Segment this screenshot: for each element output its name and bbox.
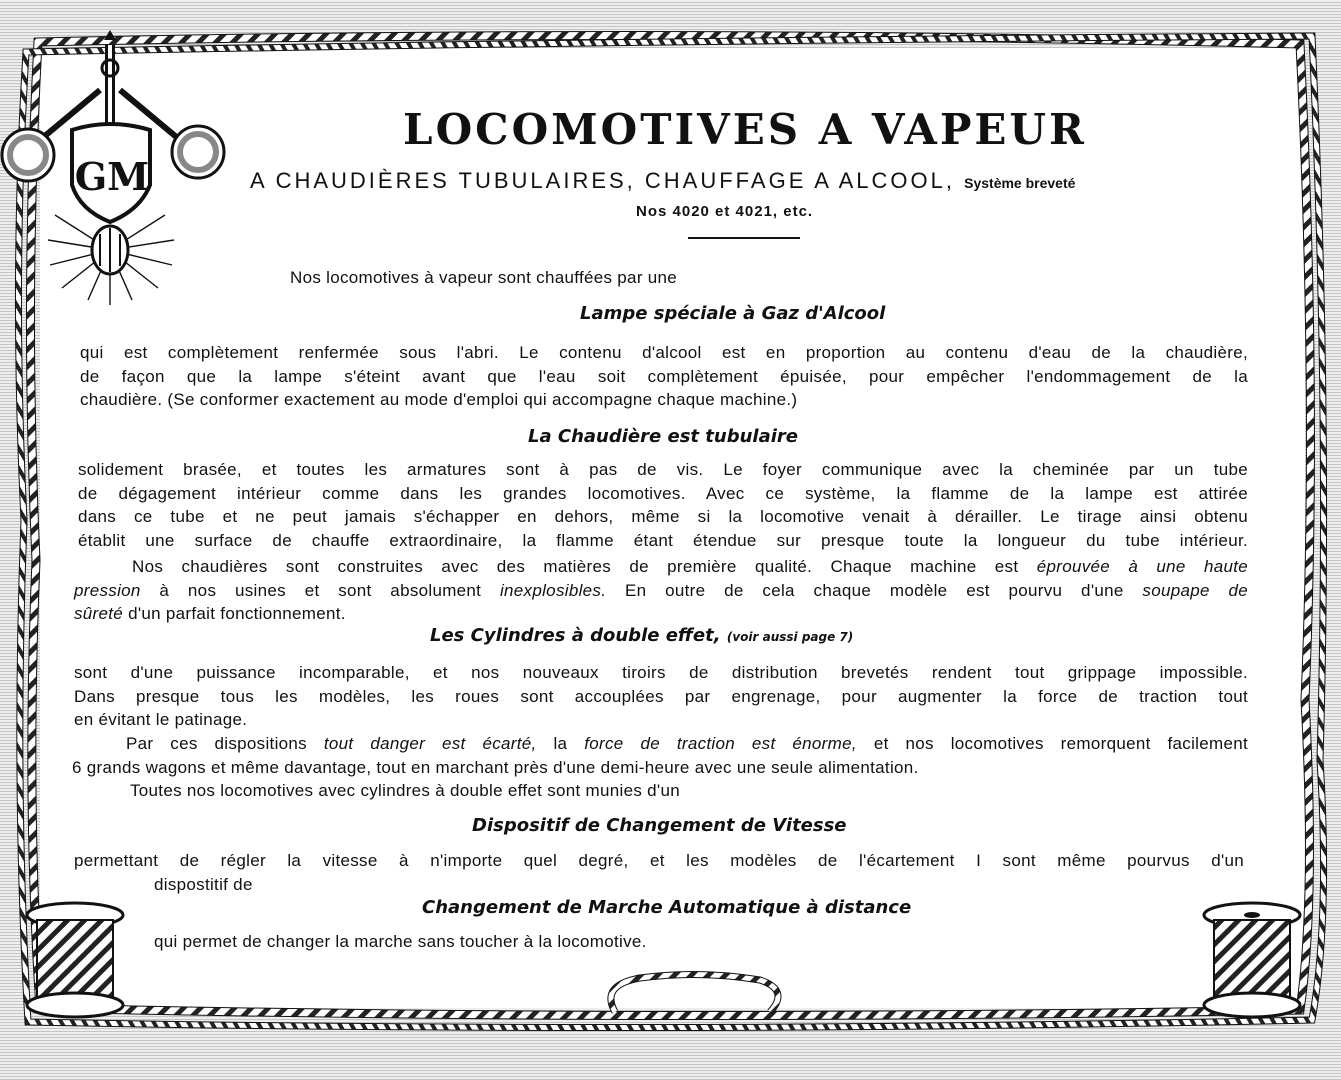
section2-p2-line-3 [74,602,1248,626]
section3-p2-line-1 [72,732,1248,756]
section2-paragraph [78,458,1248,552]
text-run: et nos locomotives remorquent facilement [873,734,1249,753]
subtitle [250,168,1075,194]
emphasis: inexplosibles. [499,580,607,600]
emphasis: tout danger est écarté, [323,734,537,753]
section4-paragraph [74,849,1244,896]
subtitle-note: Système breveté [964,175,1076,191]
emphasis: force de traction est énorme, [584,734,857,753]
section5-heading: Changement de Marche Automatique à distance [422,897,912,918]
intro-text: Nos locomotives à vapeur sont chauffées par une [290,268,678,287]
section4-line-2: dispostitif de [154,874,253,894]
text-run: la [553,734,568,753]
section1-paragraph [80,341,1248,412]
emphasis: pression [74,580,141,600]
section2-p2-line-2 [74,579,1248,603]
section2-line-4: établit une surface de chauffe extraordinaire, la flamme étant étendue sur presque toute la longueur du tube intérieur. [78,530,1248,550]
section4-line-1: permettant de régler la vitesse à n'importe quel degré, et les modèles de l'écartement I sont même pourvus d'un [74,851,1244,870]
section3-line-3: en évitant le patinage. [74,710,248,729]
text-run: Par ces dispositions [126,734,307,753]
section3-heading [430,625,853,646]
section2-heading: La Chaudière est tubulaire [528,426,798,447]
spool-right-icon [1204,903,1300,1017]
section2-line-2: de dégagement intérieur comme dans les grandes locomotives. Avec ce système, la flamme de la lampe est attirée [78,483,1248,503]
emphasis: sûreté [74,604,124,623]
text-run: Nos chaudières sont construites avec des matières de première qualité. Chaque machine est [132,557,1019,576]
section3-line-2: Dans presque tous les modèles, les roues sont accouplées par engrenage, pour augmenter la force de traction tout [74,686,1248,706]
section2-paragraph-2 [74,555,1248,626]
section1-line-3: chaudière. (Se conformer exactement au mode d'emploi qui accompagne chaque machine.) [80,390,798,409]
section1-line-2: de façon que la lampe s'éteint avant que l'eau soit complètement épuisée, pour empêcher l'endommagement de la [80,366,1248,386]
page-title: LOCOMOTIVES A VAPEUR [403,105,1087,154]
model-numbers: Nos 4020 et 4021, etc. [636,203,814,220]
section3-paragraph-2 [72,732,1248,803]
section2-line-1: solidement brasée, et toutes les armatures sont à pas de vis. Le foyer communique avec la cheminée par un tube [78,460,1248,479]
section5-line-1: qui permet de changer la marche sans toucher à la locomotive. [154,932,647,951]
spool-left-icon [27,903,123,1017]
text-run: à nos usines et sont absolument [159,580,482,600]
emphasis: éprouvée à une haute [1036,557,1249,576]
section3-heading-note: (voir aussi page 7) [726,630,854,644]
section3-heading-text: Les Cylindres à double effet, [430,625,721,646]
section3-paragraph [74,661,1248,732]
section1-heading: Lampe spéciale à Gaz d'Alcool [580,303,886,324]
subtitle-main: A CHAUDIÈRES TUBULAIRES, CHAUFFAGE A ALCOOL, [250,168,955,193]
emphasis: soupape de [1142,580,1248,600]
section3-line-1: sont d'une puissance incomparable, et nos nouveaux tiroirs de distribution brevetés rendent tout grippage impossible. [74,663,1248,682]
text-run: En outre de cela chaque modèle est pourvu d'une [625,580,1124,600]
section4-heading: Dispositif de Changement de Vitesse [472,815,847,836]
section2-p2-line-1 [74,555,1248,579]
section3-p2-line-3: Toutes nos locomotives avec cylindres à double effet sont munies d'un [130,781,680,800]
section2-line-3: dans ce tube et ne peut jamais s'échapper en dehors, même si la locomotive venait à dérailler. Le tirage ainsi obtenu [78,507,1248,526]
text-run: d'un parfait fonctionnement. [128,604,346,623]
section3-p2-line-2: 6 grands wagons et même davantage, tout en marchant près d'une demi-heure avec une seule alimentation. [72,757,919,777]
section1-line-1: qui est complètement renfermée sous l'abri. Le contenu d'alcool est en proportion au contenu d'eau de la chaudière, [80,343,1248,362]
svg-text:GM: GM [74,154,150,199]
